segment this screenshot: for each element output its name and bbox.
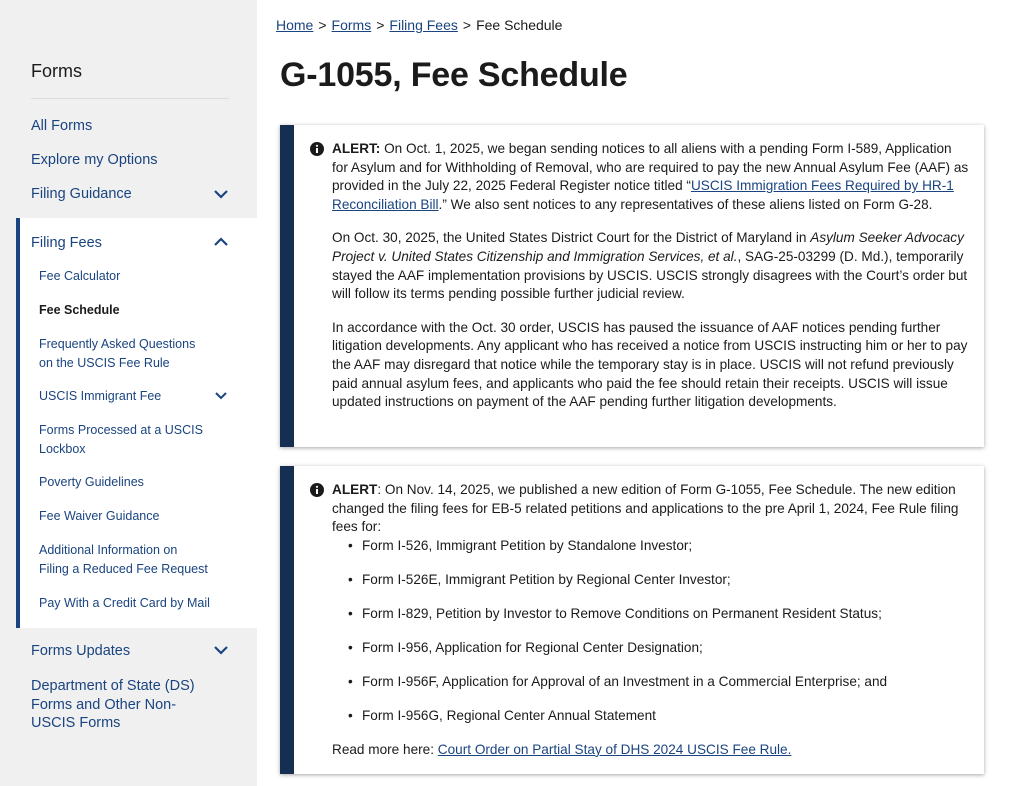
sidebar-subitem-fee-calculator[interactable]: Fee Calculator	[39, 269, 121, 283]
alert-body	[332, 481, 970, 759]
alert-text: : On Nov. 14, 2025, we published a new edition of Form G-1055, Fee Schedule. The new edition changed the filing fees for EB-5 related petitions and applications to the pre April 1, 2024, Fee Rule filing fees for:	[332, 482, 959, 535]
sidebar-divider	[31, 98, 229, 99]
sidebar-subitem-fee-waiver[interactable]: Fee Waiver Guidance	[39, 509, 160, 523]
alert-label: ALERT	[332, 482, 378, 497]
alert-paragraph	[332, 140, 970, 214]
breadcrumb-forms[interactable]: Forms	[331, 17, 372, 33]
read-more-label: Read more here:	[332, 741, 438, 757]
sidebar-subitem-fee-schedule[interactable]: Fee Schedule	[39, 303, 120, 317]
alert-paragraph	[332, 229, 970, 303]
alert-paragraph: In accordance with the Oct. 30 order, USCIS has paused the issuance of AAF notices pending further litigation developments. Any applicant who has received a notice from USCIS instructing him or her to pay the AAF may disregard that notice while the temporary stay is in place. USCIS will not refund previously paid annual asylum fees, and applicants who paid the fee should retain their receipts. USCIS will issue updated instructions on payment of the AAF pending further litigation developments.	[332, 319, 968, 410]
sidebar-subitem-credit-card[interactable]: Pay With a Credit Card by Mail	[39, 596, 210, 610]
sidebar-item-filing-fees[interactable]: Filing Fees	[31, 235, 102, 251]
breadcrumb-separator: >	[318, 17, 327, 33]
list-item: • Form I-956, Application for Regional Center Designation;	[346, 639, 970, 673]
list-item: • Form I-526, Immigrant Petition by Standalone Investor;	[346, 537, 970, 571]
alert-fee-schedule-edition	[280, 466, 984, 774]
alert-label: ALERT:	[332, 141, 381, 156]
sidebar-item-forms-updates[interactable]: Forms Updates	[31, 643, 131, 659]
sidebar-item-filing-guidance[interactable]: Filing Guidance	[31, 186, 132, 202]
sidebar-subitem-poverty-guidelines[interactable]: Poverty Guidelines	[39, 475, 144, 489]
sidebar-item-all-forms[interactable]: All Forms	[31, 118, 93, 134]
federal-register-link[interactable]: USCIS Immigration Fees Required by HR-1 Reconciliation Bill	[332, 178, 954, 212]
alert-text: On Oct. 1, 2025, we began sending notices to all aliens with a pending Form I-589, Application for Asylum and for Withholding of Removal, who are required to pay the new Annual Asylum Fee (AAF) as provided in the July 22, 2025 Federal Register notice titled “	[332, 141, 969, 194]
alert-text: On Oct. 30, 2025, the United States District Court for the District of Maryland in	[332, 230, 811, 246]
info-icon	[310, 142, 324, 156]
form-list	[346, 537, 970, 741]
breadcrumb-separator: >	[462, 17, 472, 33]
alert-text: , SAG-25-03299 (D. Md.), temporarily stayed the AAF implementation provisions by USCIS. USCIS strongly disagrees with the Court’s order but will follow its terms pending possible further judicial review.	[332, 248, 968, 302]
case-name: Asylum Seeker Advocacy Project v. United States Citizenship and Immigration Services, et al.	[332, 230, 964, 264]
read-more	[332, 741, 970, 760]
list-item: • Form I-829, Petition by Investor to Remove Conditions on Permanent Resident Status;	[346, 605, 970, 639]
list-item: • Form I-956F, Application for Approval of an Investment in a Commercial Enterprise; and	[346, 673, 970, 707]
sidebar-item-explore-options[interactable]: Explore my Options	[31, 152, 158, 168]
breadcrumb	[276, 17, 562, 33]
chevron-down-icon[interactable]	[213, 388, 229, 404]
chevron-down-icon[interactable]	[213, 642, 229, 658]
breadcrumb-current: Fee Schedule	[476, 17, 563, 33]
sidebar-nav	[0, 0, 257, 786]
page-title: G-1055, Fee Schedule	[280, 56, 628, 94]
breadcrumb-home[interactable]: Home	[276, 17, 314, 33]
list-item: • Form I-956G, Regional Center Annual Statement	[346, 707, 970, 741]
sidebar-subitem-immigrant-fee[interactable]: USCIS Immigrant Fee	[39, 389, 162, 403]
info-icon	[310, 483, 324, 497]
sidebar-subitem-reduced-fee[interactable]: Additional Information on Filing a Reduced Fee Request	[39, 543, 208, 576]
sidebar-subitem-lockbox[interactable]: Forms Processed at a USCIS Lockbox	[39, 423, 203, 456]
breadcrumb-separator: >	[376, 17, 385, 33]
list-item: • Form I-526E, Immigrant Petition by Regional Center Investor;	[346, 571, 970, 605]
alert-paragraph	[332, 481, 970, 537]
alert-body	[332, 140, 970, 427]
sidebar-title: Forms	[31, 61, 82, 81]
sidebar-subitem-faq-fee-rule[interactable]: Frequently Asked Questions on the USCIS Fee Rule	[39, 337, 196, 370]
alert-asylum-fee	[280, 125, 984, 447]
alert-text: .” We also sent notices to any representatives of these aliens listed on Form G-28.	[438, 196, 933, 212]
chevron-down-icon[interactable]	[213, 186, 229, 202]
court-order-link[interactable]: Court Order on Partial Stay of DHS 2024 USCIS Fee Rule.	[437, 741, 792, 757]
chevron-up-icon[interactable]	[213, 234, 229, 250]
breadcrumb-filing-fees[interactable]: Filing Fees	[389, 17, 458, 33]
sidebar-item-dos-forms[interactable]: Department of State (DS) Forms and Other Non-USCIS Forms	[31, 678, 195, 731]
